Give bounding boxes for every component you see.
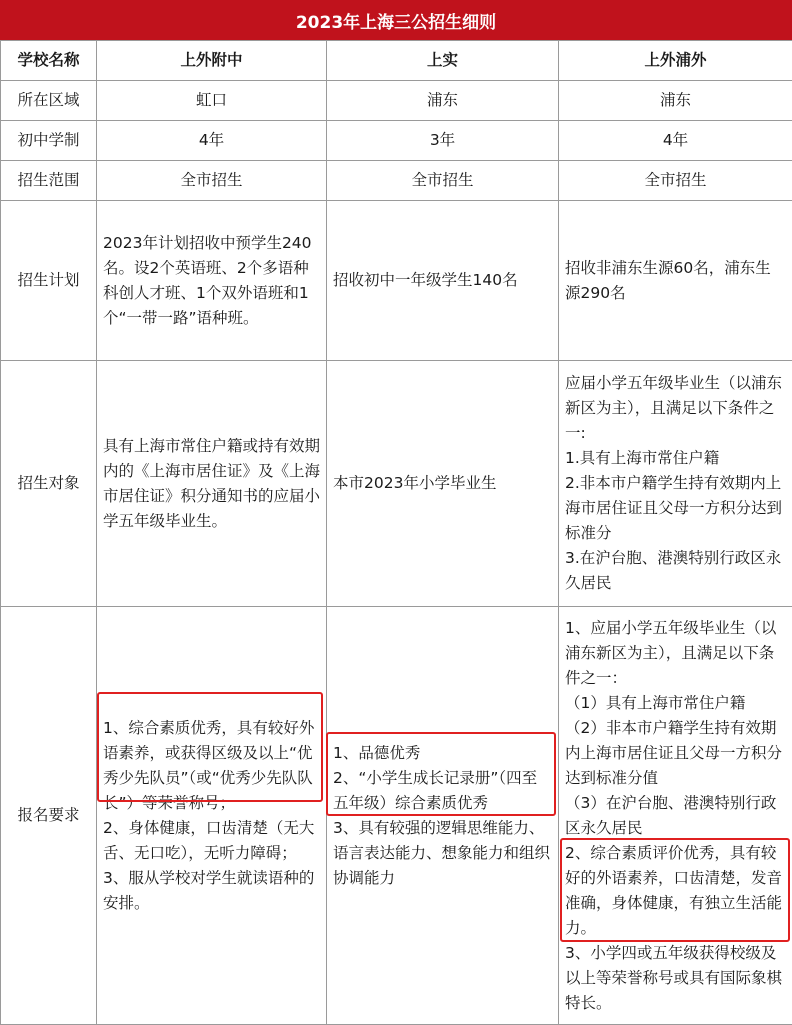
table-cell: 招收非浦东生源60名，浦东生源290名 <box>559 201 792 361</box>
table-cell: 本市2023年小学毕业生 <box>327 361 559 607</box>
table-cell <box>327 607 559 1025</box>
table-cell: 具有上海市常住户籍或持有效期内的《上海市居住证》及《上海市居住证》积分通知书的应届小学五年级毕业生。 <box>97 361 327 607</box>
list-item: （3）在沪台胞、港澳特别行政区永久居民 <box>565 791 786 841</box>
row-requirements <box>1 607 792 1025</box>
row-target <box>1 361 792 607</box>
row-scope <box>1 161 792 201</box>
table-cell: 全市招生 <box>559 161 792 201</box>
row-label: 报名要求 <box>1 607 97 1025</box>
school-name-2: 上实 <box>327 41 559 81</box>
row-plan <box>1 201 792 361</box>
table-cell: 3年 <box>327 121 559 161</box>
row-label: 招生对象 <box>1 361 97 607</box>
row-label: 所在区域 <box>1 81 97 121</box>
list-item: 3.在沪台胞、港澳特别行政区永久居民 <box>565 546 786 596</box>
list-item: 3、服从学校对学生就读语种的安排。 <box>103 866 320 916</box>
table-cell: 浦东 <box>559 81 792 121</box>
header-label: 学校名称 <box>1 41 97 81</box>
list-item: 1.具有上海市常住户籍 <box>565 446 786 471</box>
list-item: 2、综合素质评价优秀，具有较好的外语素养，口齿清楚，发音准确，身体健康，有独立生活能力。 <box>565 841 786 941</box>
table-cell: 全市招生 <box>327 161 559 201</box>
list-item: 1、品德优秀 <box>333 741 552 766</box>
list-item: （1）具有上海市常住户籍 <box>565 691 786 716</box>
row-label: 招生范围 <box>1 161 97 201</box>
row-system <box>1 121 792 161</box>
table-cell: 虹口 <box>97 81 327 121</box>
row-label: 招生计划 <box>1 201 97 361</box>
list-item: 应届小学五年级毕业生（以浦东新区为主），且满足以下条件之一: <box>565 371 786 446</box>
table-cell <box>559 607 792 1025</box>
header-row <box>1 41 792 81</box>
page-title: 2023年上海三公招生细则 <box>0 0 792 40</box>
list-item: 1、综合素质优秀，具有较好外语素养，或获得区级及以上“优秀少先队员”（或“优秀少先队队长”）等荣誉称号； <box>103 716 320 816</box>
row-district <box>1 81 792 121</box>
row-label: 初中学制 <box>1 121 97 161</box>
list-item: 2、“小学生成长记录册”（四至五年级）综合素质优秀 <box>333 766 552 816</box>
school-name-3: 上外浦外 <box>559 41 792 81</box>
table-cell: 全市招生 <box>97 161 327 201</box>
table-cell: 4年 <box>559 121 792 161</box>
table-cell: 招收初中一年级学生140名 <box>327 201 559 361</box>
table-cell <box>559 361 792 607</box>
table-cell: 2023年计划招收中预学生240名。设2个英语班、2个多语种科创人才班、1个双外语班和1个“一带一路”语种班。 <box>97 201 327 361</box>
list-item: 3、小学四或五年级获得校级及以上等荣誉称号或具有国际象棋特长。 <box>565 941 786 1016</box>
list-item: （2）非本市户籍学生持有效期内上海市居住证且父母一方积分达到标准分值 <box>565 716 786 791</box>
list-item: 2.非本市户籍学生持有效期内上海市居住证且父母一方积分达到标准分 <box>565 471 786 546</box>
list-item: 1、应届小学五年级毕业生（以浦东新区为主），且满足以下条件之一： <box>565 616 786 691</box>
school-name-1: 上外附中 <box>97 41 327 81</box>
table-cell <box>97 607 327 1025</box>
table-cell: 浦东 <box>327 81 559 121</box>
table-cell: 4年 <box>97 121 327 161</box>
admission-table <box>0 40 792 1025</box>
list-item: 3、具有较强的逻辑思维能力、语言表达能力、想象能力和组织协调能力 <box>333 816 552 891</box>
list-item: 2、身体健康，口齿清楚（无大舌、无口吃），无听力障碍； <box>103 816 320 866</box>
